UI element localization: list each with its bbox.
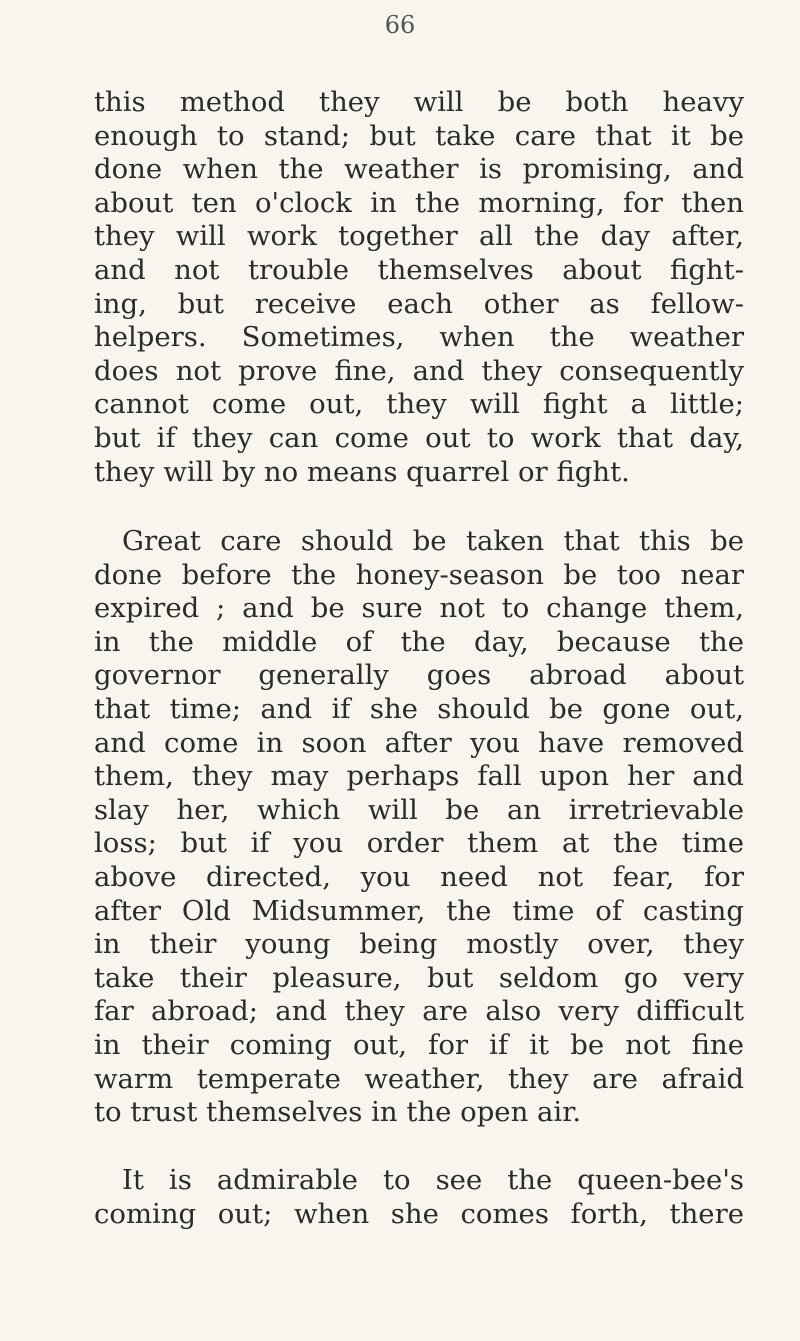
text-line: coming out; when she comes forth, there — [94, 1197, 744, 1230]
paragraph-3 — [94, 1164, 744, 1231]
text-line: take their pleasure, but seldom go very — [94, 961, 744, 994]
text-line: done before the honey-season be too near — [94, 558, 744, 591]
text-line: and come in soon after you have removed — [94, 726, 744, 759]
paragraph-1 — [94, 86, 744, 489]
text-line: that time; and if she should be gone out, — [94, 692, 744, 725]
text-line: does not prove fine, and they consequently — [94, 354, 744, 387]
text-line: cannot come out, they will fight a little; — [94, 388, 744, 421]
text-line: they will by no means quarrel or fight. — [94, 455, 630, 488]
paragraph-2 — [94, 525, 744, 1130]
text-line: in their young being mostly over, they — [94, 928, 744, 961]
text-line: to trust themselves in the open air. — [94, 1096, 582, 1129]
text-line: and not trouble themselves about fight- — [94, 253, 744, 286]
text-line: them, they may perhaps fall upon her and — [94, 760, 744, 793]
text-line: in their coming out, for if it be not fine — [94, 1028, 744, 1061]
text-line: in the middle of the day, because the — [94, 625, 744, 658]
text-line: It is admirable to see the queen-bee's — [122, 1164, 744, 1196]
text-line: ing, but receive each other as fellow- — [94, 287, 744, 320]
text-line: this method they will be both heavy — [94, 86, 744, 118]
text-line: helpers. Sometimes, when the weather — [94, 321, 744, 354]
text-line: warm temperate weather, they are afraid — [94, 1062, 744, 1095]
text-line: expired ; and be sure not to change them, — [94, 592, 744, 625]
text-line: they will work together all the day after, — [94, 220, 744, 253]
text-line: about ten o'clock in the morning, for then — [94, 186, 744, 219]
text-line: governor generally goes abroad about — [94, 659, 744, 692]
text-line: but if they can come out to work that day, — [94, 421, 744, 454]
text-line: done when the weather is promising, and — [94, 153, 744, 186]
text-line: above directed, you need not fear, for — [94, 860, 744, 893]
text-line: Great care should be taken that this be — [122, 525, 744, 557]
text-line: enough to stand; but take care that it be — [94, 119, 744, 152]
page-number: 66 — [384, 11, 416, 39]
text-line: loss; but if you order them at the time — [94, 827, 744, 860]
text-line: far abroad; and they are also very difficult — [94, 995, 744, 1028]
text-line: slay her, which will be an irretrievable — [94, 793, 744, 826]
text-line: after Old Midsummer, the time of casting — [94, 894, 744, 927]
